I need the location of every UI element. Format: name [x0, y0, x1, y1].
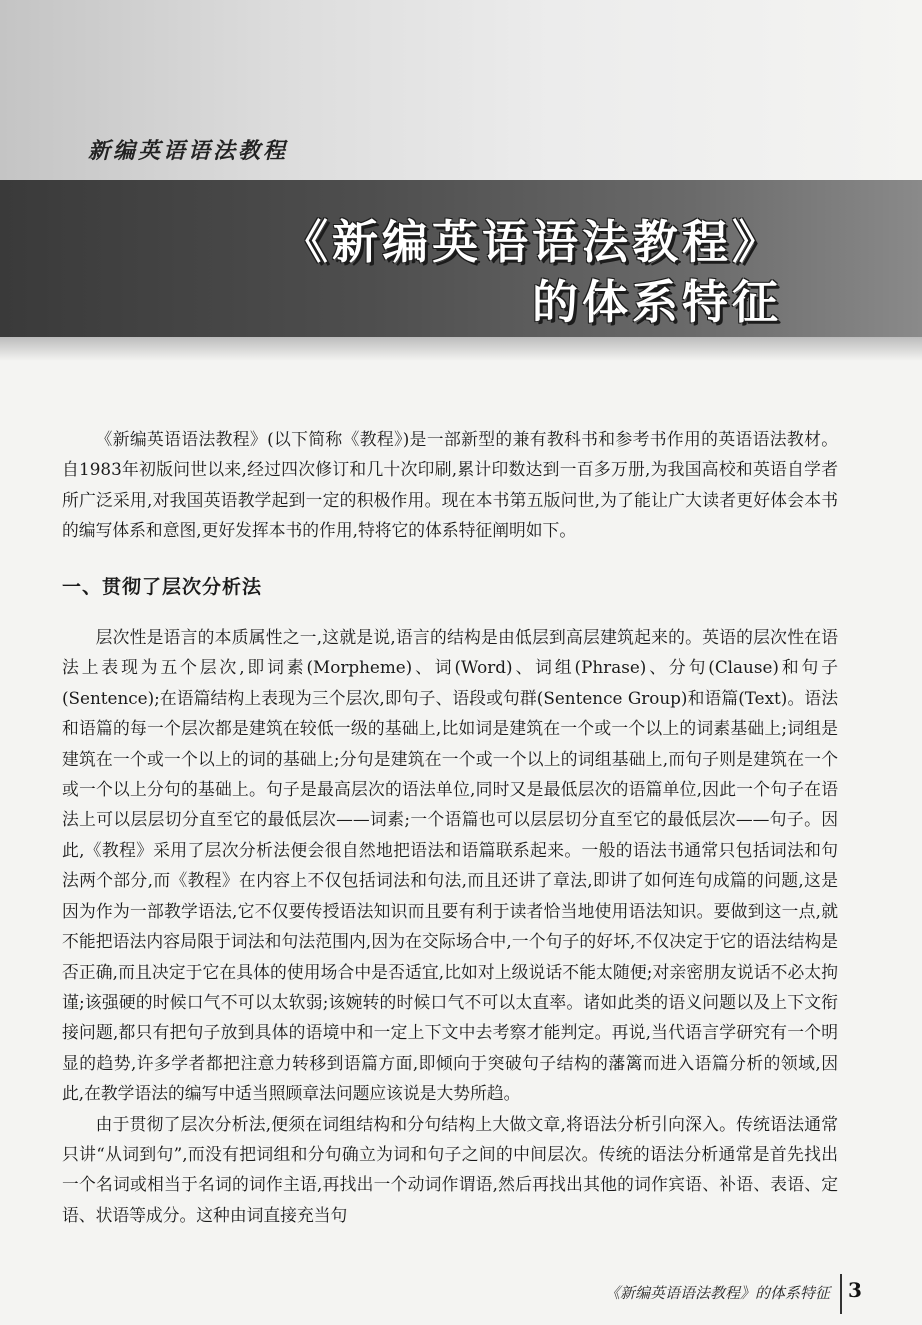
chapter-title-line-2: 的体系特征 — [532, 275, 782, 329]
chapter-title-line-1: 《新编英语语法教程》 — [282, 215, 782, 269]
page-number: 3 — [848, 1278, 862, 1302]
running-title: 《新编英语语法教程》的体系特征 — [604, 1284, 830, 1302]
section-paragraph-1: 层次性是语言的本质属性之一,这就是说,语言的结构是由低层到高层建筑起来的。英语的层次性在语法上表现为五个层次,即词素(Morpheme)、词(Word)、词组(Phrase)、分句(Clause)和句子(Sentence);在语篇结构上表现为三个层次,即句子、语段或句群(Sentence Group)和语篇(Text)。语法和语篇的每一个层次都是建筑在较低一级的基础上,比如词是建筑在一个或一个以上的词素基础上;词组是建筑在一个或一个以上的词的基础上;分句是建筑在一个或一个以上的词组基础上,而句子则是建筑在一个或一个以上分句的基础上。句子是最高层次的语法单位,同时又是最低层次的语篇单位,因此一个句子在语法上可以层层切分直至它的最低层次——词素;一个语篇也可以层层切分直至它的最低层次——句子。因此,《教程》采用了层次分析法便会很自然地把语法和语篇联系起来。一般的语法书通常只包括词法和句法两个部分,而《教程》在内容上不仅包括词法和句法,而且还讲了章法,即讲了如何连句成篇的问题,这是因为作为一部教学语法,它不仅要传授语法知识而且要有利于读者恰当地使用语法知识。要做到这一点,就不能把语法内容局限于词法和句法范围内,因为在交际场合中,一个句子的好坏,不仅决定于它的语法结构是否正确,而且决定于它在具体的使用场合中是否适宜,比如对上级说话不能太随便;对亲密朋友说话不必太拘谨;该强硬的时候口气不可以太软弱;该婉转的时候口气不可以太直率。诸如此类的语义问题以及上下文衔接问题,都只有把句子放到具体的语境中和一定上下文中去考察才能判定。再说,当代语言学研究有一个明显的趋势,许多学者都把注意力转移到语篇方面,即倾向于突破句子结构的藩篱而进入语篇分析的领域,因此,在教学语法的编写中适当照顾章法问题应该说是大势所趋。 — [62, 627, 838, 1104]
footer-divider — [840, 1274, 842, 1314]
intro-paragraph: 《新编英语语法教程》(以下简称《教程》)是一部新型的兼有教科书和参考书作用的英语语法教材。自1983年初版问世以来,经过四次修订和几十次印刷,累计印数达到一百多万册,为我国高校和英语自学者所广泛采用,对我国英语教学起到一定的积极作用。现在本书第五版问世,为了能让广大读者更好体会本书的编写体系和意图,更好发挥本书的作用,特将它的体系特征阐明如下。 — [62, 429, 838, 541]
section-heading: 一、贯彻了层次分析法 — [62, 575, 263, 598]
section-paragraph-2: 由于贯彻了层次分析法,便须在词组结构和分句结构上大做文章,将语法分析引向深入。传统语法通常只讲“从词到句”,而没有把词组和分句确立为词和句子之间的中间层次。传统的语法分析通常是首先找出一个名词或相当于名词的词作主语,再找出一个动词作谓语,然后再找出其他的词作宾语、补语、表语、定语、状语等成分。这种由词直接充当句 — [62, 1113, 838, 1225]
body-content — [62, 424, 838, 1230]
title-band-fade — [0, 337, 922, 361]
book-label: 新编英语语法教程 — [88, 139, 289, 164]
